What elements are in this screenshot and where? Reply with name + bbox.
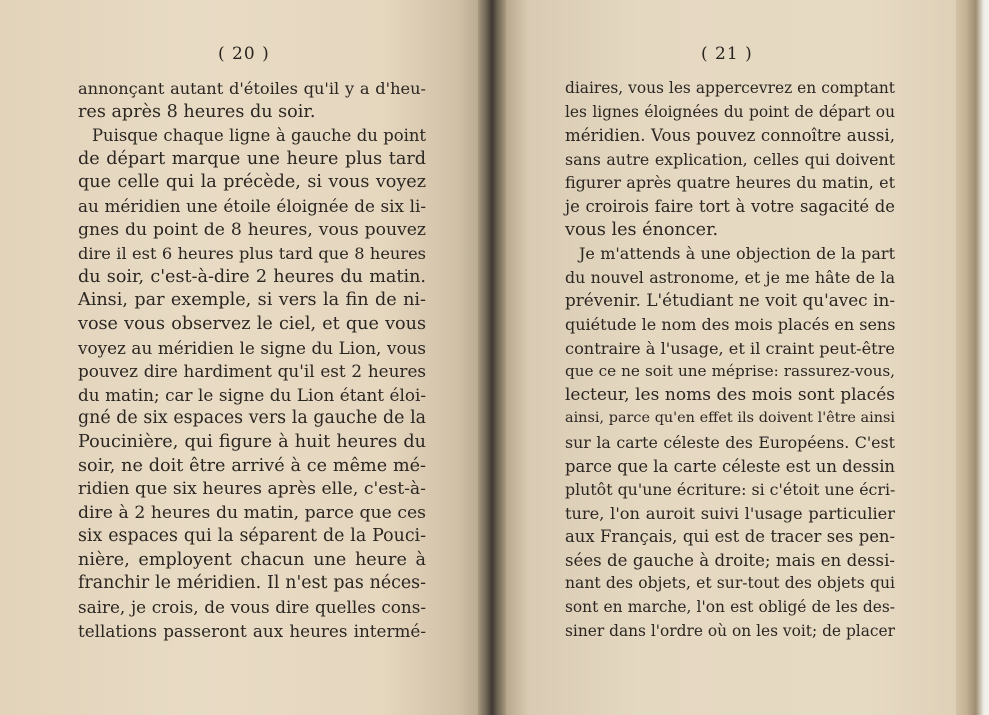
text-line: je croirois faire tort à votre sagacité de: [565, 196, 895, 216]
text-line: vose vous observez le ciel, et que vous: [78, 313, 426, 334]
page-edge: [956, 0, 989, 715]
text-line: nière, employent chacun une heure à: [78, 549, 426, 570]
book-gutter: [478, 0, 506, 715]
text-line: voyez au méridien le signe du Lion, vous: [78, 337, 426, 358]
text-line: diaires, vous les appercevrez en comptant: [565, 79, 895, 97]
text-line: Poucinière, qui figure à huit heures du: [78, 431, 426, 452]
text-line: les lignes éloignées du point de départ ou: [565, 102, 895, 121]
text-line: ture, l'on auroit suivi l'usage particulier: [565, 503, 895, 523]
text-line: vous les énoncer.: [565, 219, 719, 240]
text-line: pouvez dire hardiment qu'il est 2 heures: [78, 361, 426, 382]
text-line: tellations passeront aux heures intermé-: [78, 620, 426, 641]
text-line: de départ marque une heure plus tard: [78, 148, 426, 169]
text-line: du matin; car le signe du Lion étant éloi-: [78, 384, 426, 405]
text-line: soir, ne doit être arrivé à ce même mé-: [78, 455, 426, 476]
text-line: Je m'attends à une objection de la part: [579, 244, 895, 264]
text-line: nant des objets, et sur-tout des objets qui: [565, 574, 895, 593]
text-line: lecteur, les noms des mois sont placés: [565, 384, 895, 405]
text-line: res après 8 heures du soir.: [78, 101, 316, 122]
text-line: plutôt qu'une écriture: si c'étoit une écri-: [565, 480, 896, 500]
text-line: aux Français, qui est de tracer ses pen-: [565, 527, 895, 547]
text-line: prévenir. L'étudiant ne voit qu'avec in-: [565, 290, 895, 311]
text-line: ridien que six heures après elle, c'est-à-: [78, 479, 426, 500]
page-text: [78, 77, 426, 643]
text-line: dire à 2 heures du matin, parce que ces: [78, 502, 426, 523]
text-line: parce que la carte céleste est un dessin: [565, 456, 895, 476]
text-line: sées de gauche à droite; mais en dessi-: [565, 550, 895, 570]
text-line: du nouvel astronome, et je me hâte de la: [565, 267, 895, 287]
text-line: au méridien une étoile éloignée de six li-: [78, 195, 426, 216]
page-number: ( 21 ): [701, 44, 753, 64]
text-line: gnes du point de 8 heures, vous pouvez: [78, 219, 426, 240]
page-number: ( 20 ): [218, 44, 270, 64]
left-page: [0, 0, 478, 715]
text-line: dire il est 6 heures plus tard que 8 heures: [78, 244, 426, 264]
text-line: six espaces qui la séparent de la Pouci-: [78, 526, 426, 547]
text-line: Puisque chaque ligne à gauche du point: [92, 126, 426, 146]
text-line: annonçant autant d'étoiles qu'il y a d'heu-: [78, 79, 426, 98]
page-text: [565, 77, 895, 643]
text-line: que celle qui la précède, si vous voyez: [78, 172, 426, 193]
text-line: contraire à l'usage, et il craint peut-être: [565, 338, 895, 358]
right-page: [506, 0, 956, 715]
text-line: méridien. Vous pouvez connoître aussi,: [565, 126, 895, 146]
text-line: du soir, c'est-à-dire 2 heures du matin.: [78, 266, 426, 287]
text-line: ainsi, parce qu'en effet ils doivent l'être ainsi: [565, 410, 895, 427]
text-line: sont en marche, l'on est obligé de les des-: [565, 598, 895, 617]
text-line: gné de six espaces vers la gauche de la: [78, 408, 426, 429]
text-line: Ainsi, par exemple, si vers la fin de ni-: [78, 290, 426, 311]
text-line: quiétude le nom des mois placés en sens: [565, 314, 896, 334]
text-line: sur la carte céleste des Européens. C'est: [565, 432, 895, 452]
text-line: figurer après quatre heures du matin, et: [565, 173, 895, 193]
text-line: siner dans l'ordre où on les voit; de placer: [565, 621, 895, 640]
text-line: saire, je crois, de vous dire quelles cons-: [78, 597, 426, 618]
text-line: franchir le méridien. Il n'est pas néces-: [78, 573, 426, 594]
text-line: que ce ne soit une méprise: rassurez-vous,: [565, 362, 895, 381]
text-line: sans autre explication, celles qui doivent: [565, 149, 895, 169]
